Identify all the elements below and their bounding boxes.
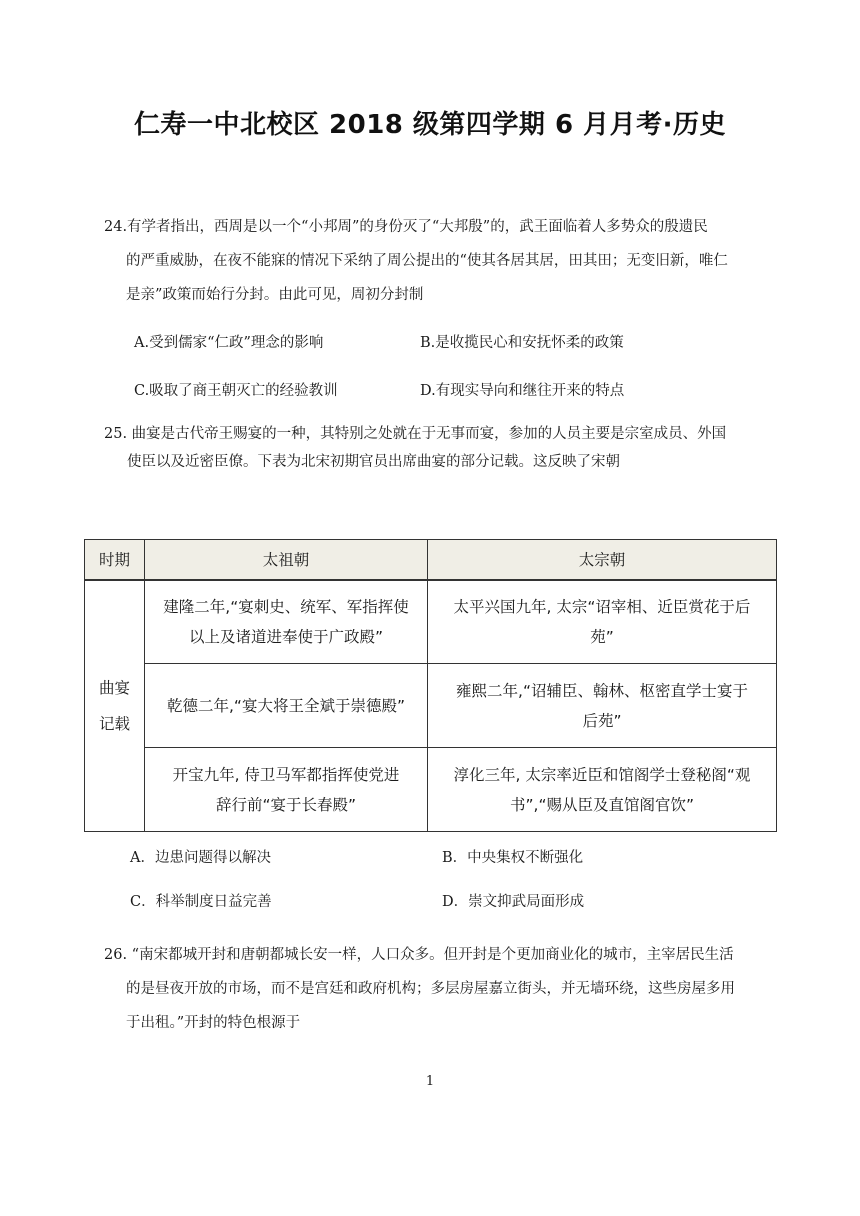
taizu-cell-3 — [145, 748, 428, 832]
question-26-line-1: 26. “南宋都城开封和唐朝都城长安一样，人口众多。但开封是个更加商业化的城市，主宰居民生活 — [104, 947, 734, 963]
table-row — [85, 748, 777, 832]
question-24-option-c: C.吸取了商王朝灭亡的经验教训 — [134, 383, 338, 399]
question-24-option-b: B.是收揽民心和安抚怀柔的政策 — [420, 335, 624, 351]
question-26-line-3: 于出租。”开封的特色根源于 — [126, 1015, 301, 1031]
row-label-cell — [85, 580, 145, 832]
question-25-option-c: C．科举制度日益完善 — [130, 894, 272, 910]
banquet-records-table — [84, 539, 777, 832]
taizu-3-line-2: 辞行前“宴于长春殿” — [215, 795, 357, 814]
question-25 — [104, 420, 784, 476]
taizong-cell-2 — [428, 664, 777, 748]
question-24-line-2: 的严重威胁，在夜不能寐的情况下采纳了周公提出的“使其各居其居，田其田；无变旧新，唯仁 — [126, 253, 728, 269]
question-24-option-a: A.受到儒家“仁政”理念的影响 — [134, 335, 324, 351]
taizu-3-line-1: 开宝九年, 侍卫马军都指挥使党进 — [172, 765, 400, 784]
question-24-line-1: 24.有学者指出，西周是以一个“小邦周”的身份灭了“大邦殷”的，武王面临着人多势众的殷遗民 — [104, 219, 708, 235]
taizong-cell-1 — [428, 580, 777, 664]
taizong-2-line-2: 后苑” — [582, 711, 622, 730]
taizu-cell-1 — [145, 580, 428, 664]
taizong-1-line-1: 太平兴国九年, 太宗“诏宰相、近臣赏花于后 — [453, 597, 751, 616]
taizu-cell-2 — [145, 664, 428, 748]
taizong-3-line-2: 书”,“赐从臣及直馆阁官饮” — [509, 795, 695, 814]
taizu-1-line-1: 建隆二年,“宴刺史、统军、军指挥使 — [163, 597, 409, 616]
header-period: 时期 — [85, 540, 145, 580]
table-header-row — [85, 540, 777, 580]
page-title: 仁寿一中北校区 2018 级第四学期 6 月月考·历史 — [133, 110, 727, 140]
taizong-3-line-1: 淳化三年, 太宗率近臣和馆阁学士登秘阁“观 — [453, 765, 751, 784]
taizong-2-line-1: 雍熙二年,“诏辅臣、翰林、枢密直学士宴于 — [456, 681, 748, 700]
row-label-line-2: 记载 — [98, 714, 130, 733]
table-row — [85, 664, 777, 748]
question-25-option-a: A．边患问题得以解决 — [130, 850, 271, 866]
question-25-option-b: B．中央集权不断强化 — [442, 850, 584, 866]
taizong-cell-3 — [428, 748, 777, 832]
question-25-line-2: 使臣以及近密臣僚。下表为北宋初期官员出席曲宴的部分记载。这反映了宋朝 — [127, 454, 620, 470]
taizu-2-line-1: 乾德二年,“宴大将王全斌于崇德殿” — [167, 696, 405, 715]
row-label-line-1: 曲宴 — [98, 678, 130, 697]
table-row — [85, 580, 777, 664]
taizong-1-line-2: 苑” — [590, 627, 614, 646]
question-26 — [104, 938, 784, 1040]
question-26-line-2: 的是昼夜开放的市场，而不是宫廷和政府机构；多层房屋嘉立街头，并无墙环绕，这些房屋多用 — [126, 981, 735, 997]
question-24 — [104, 210, 764, 312]
taizu-1-line-2: 以上及诸道进奉使于广政殿” — [188, 627, 384, 646]
question-24-line-3: 是亲”政策而始行分封。由此可见，周初分封制 — [126, 287, 424, 303]
header-taizong: 太宗朝 — [428, 540, 777, 580]
question-24-option-d: D.有现实导向和继往开来的特点 — [420, 383, 625, 399]
header-taizu: 太祖朝 — [145, 540, 428, 580]
question-25-line-1: 25. 曲宴是古代帝王赐宴的一种，其特别之处就在于无事而宴，参加的人员主要是宗室成员、外国 — [104, 426, 727, 442]
page-number: 1 — [425, 1074, 435, 1089]
question-25-option-d: D．崇文抑武局面形成 — [442, 894, 585, 910]
